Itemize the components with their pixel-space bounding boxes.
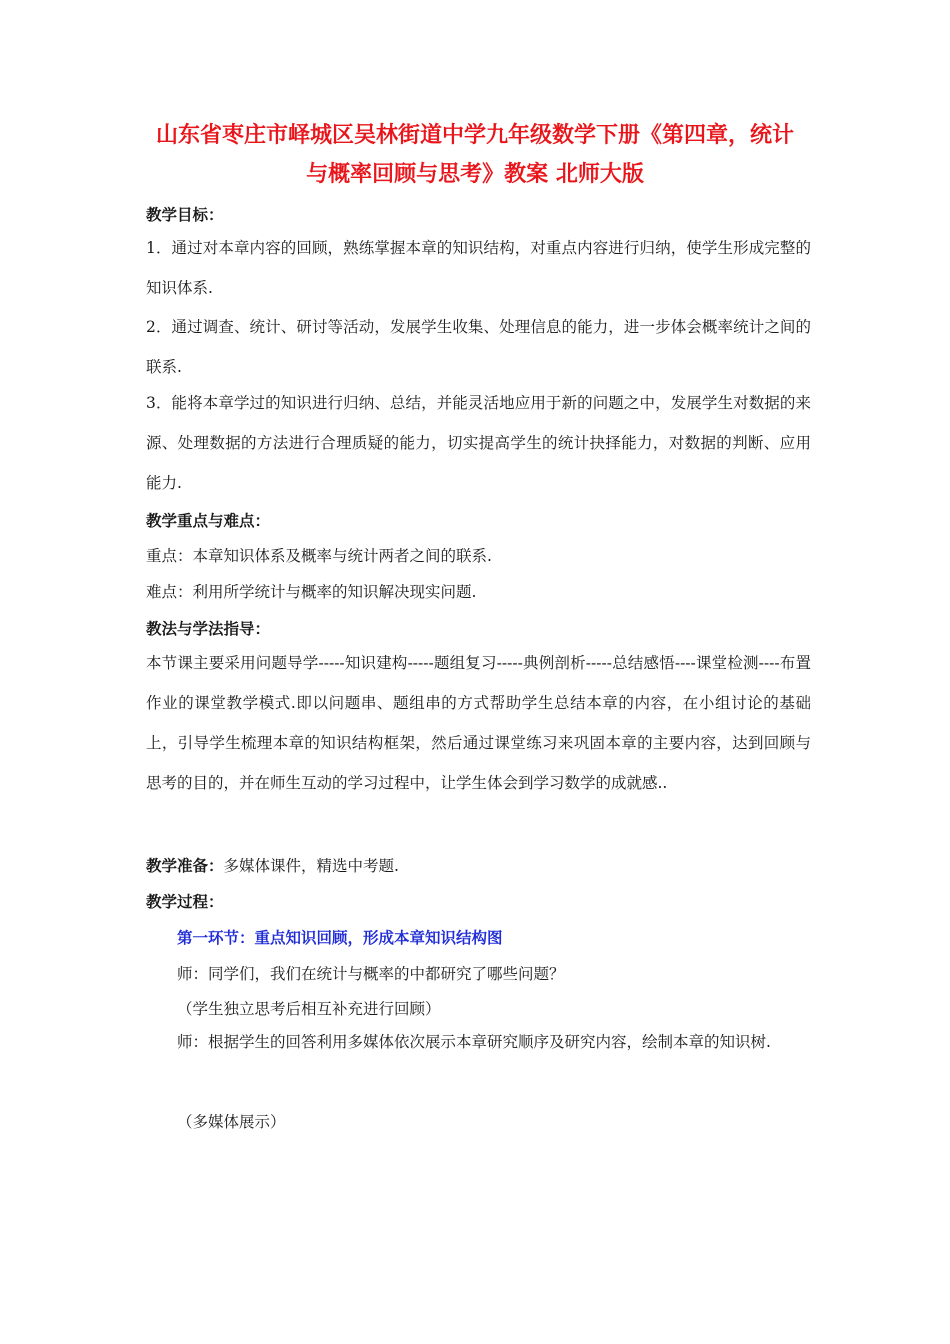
methods-heading: 教法与学法指导： xyxy=(146,620,271,638)
process-line-4: （多媒体展示） xyxy=(177,1113,286,1131)
process-line-3: 师：根据学生的回答利用多媒体依次展示本章研究顺序及研究内容，绘制本章的知识树. xyxy=(177,1033,771,1051)
key-points-heading: 教学重点与难点： xyxy=(146,512,271,530)
prep-line xyxy=(146,855,811,877)
document-title-line-1: 山东省枣庄市峄城区吴林街道中学九年级数学下册《第四章，统计 xyxy=(155,123,794,148)
process-line-2: （学生独立思考后相互补充进行回顾） xyxy=(177,1000,441,1018)
goals-heading: 教学目标： xyxy=(146,206,224,224)
goal-item-3: 3．能将本章学过的知识进行归纳、总结，并能灵活地应用于新的问题之中，发展学生对数据的来源、处理数据的方法进行合理质疑的能力，切实提高学生的统计抉择能力，对数据的判断、应用能力. xyxy=(146,394,811,492)
focus-text: 重点：本章知识体系及概率与统计两者之间的联系. xyxy=(146,547,492,565)
prep-text: 多媒体课件，精选中考题. xyxy=(223,857,399,875)
process-heading: 教学过程： xyxy=(146,893,224,911)
goal-item-2: 2．通过调查、统计、研讨等活动，发展学生收集、处理信息的能力，进一步体会概率统计之间的联系. xyxy=(146,318,811,376)
prep-label: 教学准备： xyxy=(146,857,224,875)
process-line-1: 师：同学们，我们在统计与概率的中都研究了哪些问题？ xyxy=(177,965,565,983)
stage-1-heading: 第一环节：重点知识回顾，形成本章知识结构图 xyxy=(177,929,503,947)
difficulty-text: 难点：利用所学统计与概率的知识解决现实问题. xyxy=(146,583,477,601)
document-title-line-2: 与概率回顾与思考》教案 北师大版 xyxy=(306,162,644,187)
methods-body: 本节课主要采用问题导学-----知识建构-----题组复习-----典例剖析-----总结感悟----课堂检测----布置作业的课堂教学模式.即以问题串、题组串的方式帮助学生总结本章的内容，在小组讨论的基础上，引导学生梳理本章的知识结构框架，然后通过课堂练习来巩固本章的主要内容，达到回顾与思考的目的，并在师生互动的学习过程中，让学生体会到学习数学的成就感.. xyxy=(146,654,811,792)
goal-item-1: 1．通过对本章内容的回顾，熟练掌握本章的知识结构，对重点内容进行归纳，使学生形成完整的知识体系. xyxy=(146,239,811,297)
